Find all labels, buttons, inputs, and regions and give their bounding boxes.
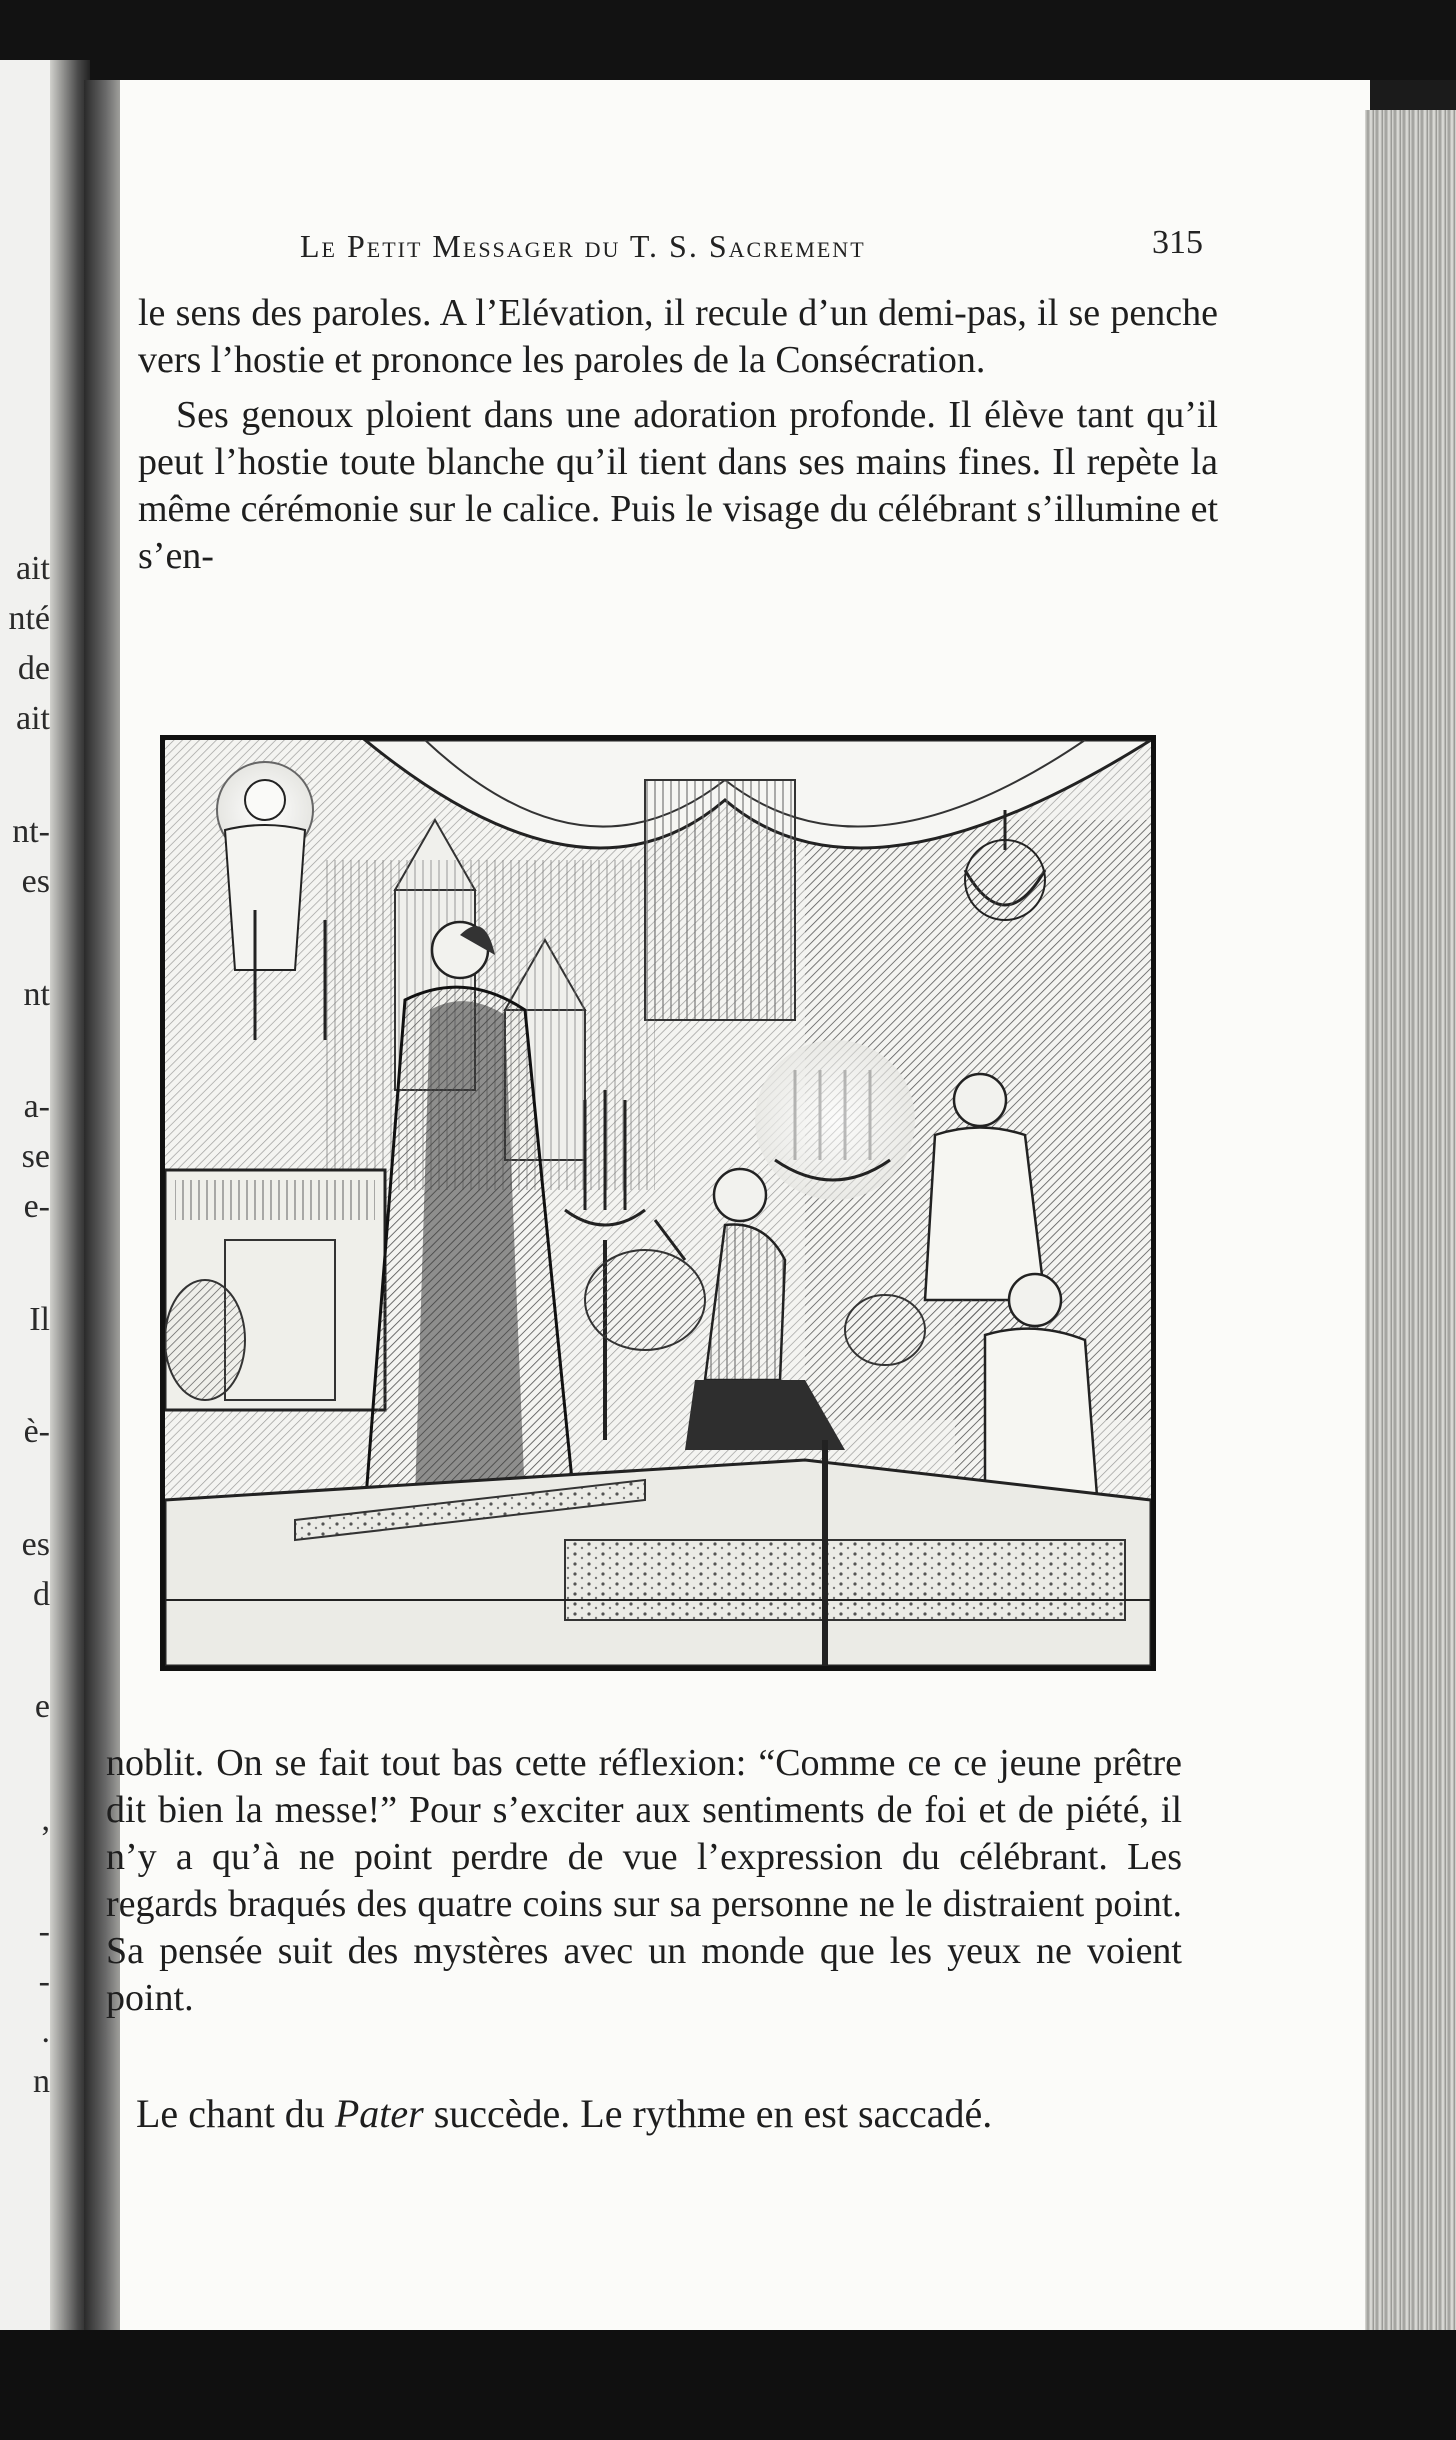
scan-background-bottom — [0, 2330, 1456, 2440]
page-number: 315 — [1152, 224, 1203, 261]
text-block-top — [138, 290, 1218, 580]
facing-page-fragment: n — [33, 2063, 50, 2100]
facing-page-fragment: nt — [23, 976, 50, 1013]
page-stack-edge — [1365, 110, 1456, 2330]
facing-page — [0, 60, 90, 2330]
running-title: Le Petit Messager du T. S. Sacrement — [300, 228, 866, 264]
facing-page-fragment: , — [41, 1801, 50, 1838]
facing-page-fragment: de — [17, 650, 50, 687]
facing-page-fragment: è- — [23, 1413, 50, 1450]
paragraph: Ses genoux ploient dans une adoration profonde. Il élève tant qu’il peut l’hostie toute blanche qu’il tient dans ses mains fines. Il repète la même cérémonie sur le calice. Puis le visage du célébrant s’illumine et s’en- — [138, 394, 1218, 577]
facing-page-fragment: . — [41, 2013, 50, 2050]
paragraph-text: succède. Le rythme en est saccadé. — [423, 2091, 993, 2136]
scan-background-top — [0, 0, 1456, 80]
facing-page-fragment: e — [34, 1688, 50, 1725]
italic-word: Pater — [334, 2091, 424, 2136]
facing-page-fragment: se — [21, 1138, 50, 1175]
facing-page-fragment: d — [33, 1576, 50, 1613]
facing-page-fragment: ait — [16, 550, 50, 587]
altar-scene-engraving — [165, 740, 1151, 1666]
text-block-middle — [106, 1740, 1182, 2022]
facing-page-fragment: - — [38, 1963, 50, 2000]
engraving-illustration — [160, 735, 1156, 1671]
facing-page-fragment: es — [21, 1526, 50, 1563]
paragraph: le sens des paroles. A l’Elévation, il recule d’un demi-pas, il se penche vers l’hostie et prononce les paroles de la Consécration. — [138, 292, 1218, 381]
facing-page-fragment: nté — [8, 600, 50, 637]
facing-page-fragment: - — [38, 1913, 50, 1950]
facing-page-fragment: e- — [23, 1188, 50, 1225]
text-block-bottom — [136, 2090, 1196, 2137]
facing-page-fragment: nt- — [12, 813, 50, 850]
paragraph-text: Le chant du — [136, 2091, 335, 2136]
facing-page-fragment: ait — [16, 700, 50, 737]
facing-page-fragment: Il — [29, 1301, 50, 1338]
paragraph: noblit. On se fait tout bas cette réflexion: “Comme ce ce jeune prêtre dit bien la messe!” Pour s’exciter aux sentiments de foi et de piété, il n’y a qu’à ne point perdre de vue l’expression du célébrant. Les regards braqués des quatre coins sur sa personne ne le distraient point. Sa pensée suit des mystères avec un monde que les yeux ne voient point. — [106, 1742, 1182, 2019]
facing-page-fragment: a- — [23, 1088, 50, 1125]
paragraph-last — [136, 2090, 1196, 2137]
facing-page-fragment: es — [21, 863, 50, 900]
